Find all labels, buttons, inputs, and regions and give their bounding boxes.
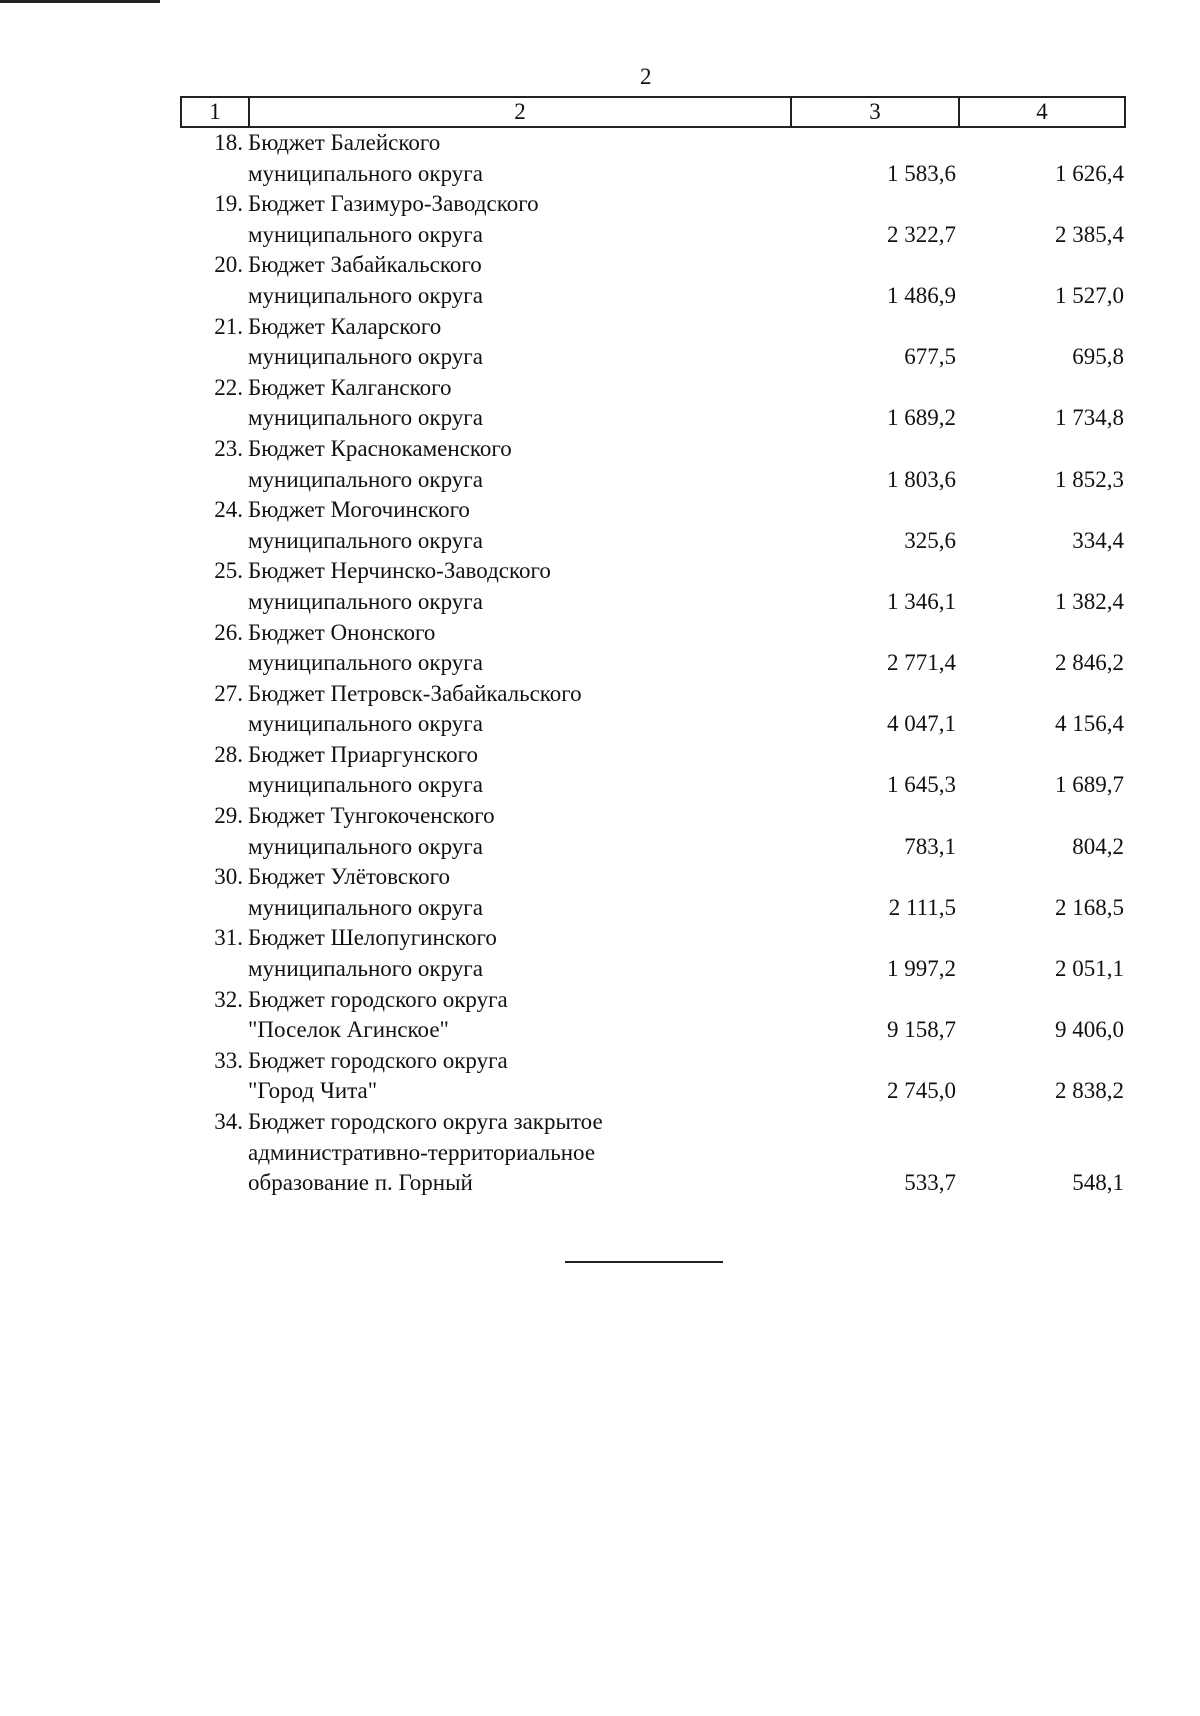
value-column-4: 9 406,0 [1055,1017,1124,1043]
budget-name-line: Бюджет Тунгокоченского [248,803,495,829]
budget-name [248,312,768,373]
value-column-4: 2 838,2 [1055,1078,1124,1104]
top-edge-rule [0,0,160,3]
value-column-4: 1 734,8 [1055,405,1124,431]
budget-name-line: "Город Чита" [248,1078,378,1104]
budget-name-line: муниципального округа [248,772,483,798]
table-row [180,556,1126,617]
row-number: 25. [214,558,243,584]
page-number: 2 [640,64,652,89]
value-column-4: 2 168,5 [1055,894,1124,920]
budget-name-line: муниципального округа [248,833,483,859]
budget-name-line: "Поселок Агинское" [248,1017,449,1043]
value-column-4: 2 051,1 [1055,956,1124,982]
value-column-3: 2 745,0 [887,1078,956,1104]
budget-name-line: Бюджет Улётовского [248,864,450,890]
table-row [180,250,1126,311]
budget-name-line: Бюджет Шелопугинского [248,925,497,951]
table-row [180,495,1126,556]
column-header-4: 4 [1036,99,1048,124]
budget-name [248,618,768,679]
value-column-3: 533,7 [904,1170,956,1196]
budget-name [248,923,768,984]
value-column-3: 1 689,2 [887,405,956,431]
budget-name-line: муниципального округа [248,588,483,614]
row-number: 26. [214,619,243,645]
table-row [180,1107,1126,1199]
table-row [180,679,1126,740]
value-column-3: 325,6 [904,527,956,553]
row-number: 29. [214,803,243,829]
budget-name [248,250,768,311]
value-column-3: 2 771,4 [887,650,956,676]
end-of-document-rule [565,1261,723,1263]
budget-name [248,434,768,495]
budget-name-line: Бюджет Краснокаменского [248,435,512,461]
budget-name-line: муниципального округа [248,160,483,186]
budget-name-line: муниципального округа [248,466,483,492]
budget-name-line: Бюджет Могочинского [248,497,470,523]
table-row [180,801,1126,862]
row-number: 30. [214,864,243,890]
budget-name-line: Бюджет Приаргунского [248,741,478,767]
value-column-3: 4 047,1 [887,711,956,737]
column-header-3: 3 [792,98,960,126]
table-row [180,923,1126,984]
budget-name [248,1046,768,1107]
table-row [180,312,1126,373]
table-row [180,1046,1126,1107]
table-row [180,434,1126,495]
table-row [180,128,1126,189]
value-column-3: 2 322,7 [887,221,956,247]
row-number: 32. [214,986,243,1012]
budget-name [248,189,768,250]
value-column-3: 1 645,3 [887,772,956,798]
budget-name-line: Бюджет городского округа [248,986,508,1012]
budget-name [248,495,768,556]
value-column-3: 9 158,7 [887,1017,956,1043]
row-number: 22. [214,374,243,400]
column-header-2: 2 [250,98,792,126]
budget-name-line: муниципального округа [248,282,483,308]
budget-name-line: муниципального округа [248,221,483,247]
budget-name [248,862,768,923]
budget-name [248,556,768,617]
budget-name-line: муниципального округа [248,650,483,676]
row-number: 18. [214,130,243,155]
value-column-3: 1 997,2 [887,956,956,982]
budget-name-line: Бюджет Петровск-Забайкальского [248,680,582,706]
value-column-4: 1 382,4 [1055,588,1124,614]
budget-name [248,985,768,1046]
budget-name [248,1107,768,1199]
value-column-3: 1 803,6 [887,466,956,492]
value-column-3: 783,1 [904,833,956,859]
value-column-3: 677,5 [904,344,956,370]
row-number: 28. [214,741,243,767]
budget-name-line: муниципального округа [248,527,483,553]
budget-name-line: Бюджет Забайкальского [248,252,482,278]
budget-name-line: Бюджет Нерчинско-Заводского [248,558,551,584]
budget-name-line: муниципального округа [248,894,483,920]
value-column-4: 1 527,0 [1055,282,1124,308]
budget-name-line: образование п. Горный [248,1170,473,1196]
table-row [180,618,1126,679]
budget-name-line: муниципального округа [248,344,483,370]
row-number: 27. [214,680,243,706]
column-header-1: 1 [182,98,250,126]
budget-name-line: Бюджет Газимуро-Заводского [248,191,539,217]
budget-name-line: Бюджет Калганского [248,374,452,400]
row-number: 23. [214,435,243,461]
table-row [180,985,1126,1046]
budget-name-line: Бюджет Ононского [248,619,436,645]
value-column-4: 334,4 [1072,527,1124,553]
value-column-4: 1 852,3 [1055,466,1124,492]
table-row [180,862,1126,923]
value-column-3: 1 583,6 [887,160,956,186]
budget-name-line: Бюджет Каларского [248,313,442,339]
budget-name-line: муниципального округа [248,956,483,982]
budget-name [248,679,768,740]
row-number: 19. [214,191,243,217]
table-row [180,373,1126,434]
table-row [180,740,1126,801]
budget-name-line: муниципального округа [248,711,483,737]
budget-name-line: административно-территориальное [248,1139,596,1165]
row-number: 21. [214,313,243,339]
budget-table-body [180,128,1126,1199]
value-column-3: 1 486,9 [887,282,956,308]
row-number: 31. [214,925,243,951]
row-number: 34. [214,1109,243,1134]
value-column-4: 548,1 [1072,1170,1124,1196]
value-column-4: 4 156,4 [1055,711,1124,737]
value-column-4: 1 626,4 [1055,160,1124,186]
value-column-3: 1 346,1 [887,588,956,614]
value-column-4: 695,8 [1072,344,1124,370]
table-column-header [180,96,1126,128]
value-column-4: 2 385,4 [1055,221,1124,247]
budget-name-line: муниципального округа [248,405,483,431]
row-number: 20. [214,252,243,278]
budget-name [248,128,768,189]
budget-name-line: Бюджет городского округа закрытое [248,1109,603,1134]
budget-name-line: Бюджет городского округа [248,1047,508,1073]
budget-name [248,373,768,434]
value-column-4: 804,2 [1072,833,1124,859]
budget-name-line: Бюджет Балейского [248,130,441,155]
row-number: 24. [214,497,243,523]
budget-name [248,740,768,801]
value-column-4: 2 846,2 [1055,650,1124,676]
budget-name [248,801,768,862]
table-row [180,189,1126,250]
value-column-3: 2 111,5 [888,894,956,920]
row-number: 33. [214,1047,243,1073]
value-column-4: 1 689,7 [1055,772,1124,798]
